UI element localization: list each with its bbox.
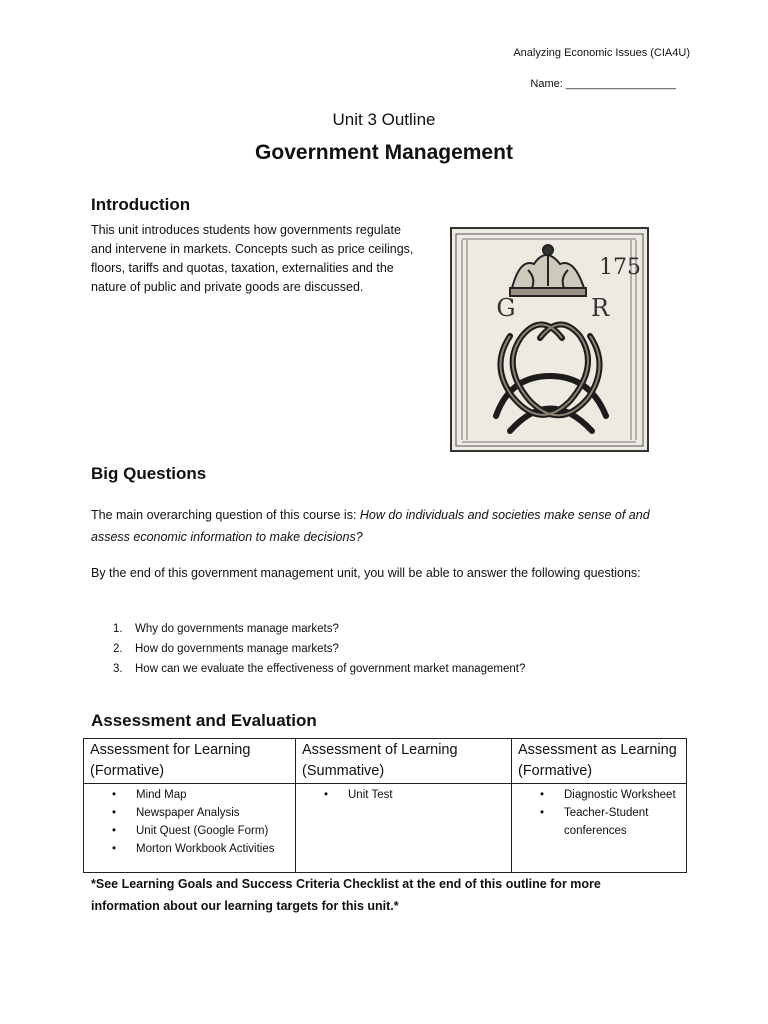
page-title: Government Management	[255, 141, 513, 164]
list-item	[113, 659, 525, 679]
main-question-prefix: The main overarching question of this course is:	[91, 508, 360, 522]
seal-letter-r: R	[590, 294, 610, 322]
list-item: • Mind Map	[90, 786, 289, 804]
course-title: Analyzing Economic Issues (CIA4U)	[513, 47, 690, 59]
list-item: • Unit Test	[302, 786, 505, 804]
royal-cypher-seal-image	[450, 226, 650, 454]
assessment-table	[83, 738, 687, 873]
introduction-text: This unit introduces students how governments regulate and intervene in markets. Concepts such as price ceilings, floors, tariffs and quotas, taxation, externalities and the nature of public and private goods are discussed.	[91, 223, 414, 294]
list-item	[113, 619, 525, 639]
table-row	[84, 784, 687, 873]
list-item: • Newspaper Analysis	[90, 804, 289, 822]
list-item	[113, 639, 525, 659]
main-question-text: How do individuals and societies make sense of and assess economic information to make decisions?	[91, 508, 650, 544]
introduction-heading: Introduction	[91, 195, 191, 214]
questions-list	[113, 619, 525, 679]
big-questions-heading: Big Questions	[91, 464, 207, 483]
lead-in-paragraph: By the end of this government management unit, you will be able to answer the following questions:	[91, 566, 641, 580]
unit-title: Unit 3 Outline	[332, 110, 436, 129]
question-text: How can we evaluate the effectiveness of government market management?	[135, 663, 526, 675]
question-text: Why do governments manage markets?	[135, 623, 339, 635]
checklist-note: *See Learning Goals and Success Criteria Checklist at the end of this outline for more information about our learning targets for this unit.*	[91, 877, 601, 913]
column-header-for-learning: Assessment for Learning (Formative)	[84, 739, 296, 784]
name-field-line: Name: __________________	[530, 78, 676, 90]
table-header-row	[84, 739, 687, 784]
list-item: • Teacher-Student conferences	[518, 804, 680, 840]
as-learning-cell	[512, 784, 687, 873]
question-number: 2.	[113, 643, 123, 655]
for-learning-cell	[84, 784, 296, 873]
question-number: 3.	[113, 663, 123, 675]
main-question-paragraph	[91, 504, 681, 548]
as-learning-list	[518, 786, 680, 840]
seal-letter-g: G	[496, 294, 516, 322]
of-learning-list	[302, 786, 505, 804]
question-text: How do governments manage markets?	[135, 643, 339, 655]
assessment-heading: Assessment and Evaluation	[91, 711, 317, 730]
list-item: • Diagnostic Worksheet	[518, 786, 680, 804]
question-number: 1.	[113, 623, 123, 635]
seal-year: 175	[599, 255, 641, 280]
list-item: • Unit Quest (Google Form)	[90, 822, 289, 840]
of-learning-cell	[296, 784, 512, 873]
for-learning-list	[90, 786, 289, 858]
list-item: • Morton Workbook Activities	[90, 840, 289, 858]
seal-illustration	[450, 226, 650, 454]
column-header-as-learning: Assessment as Learning (Formative)	[512, 739, 687, 784]
column-header-of-learning: Assessment of Learning (Summative)	[296, 739, 512, 784]
